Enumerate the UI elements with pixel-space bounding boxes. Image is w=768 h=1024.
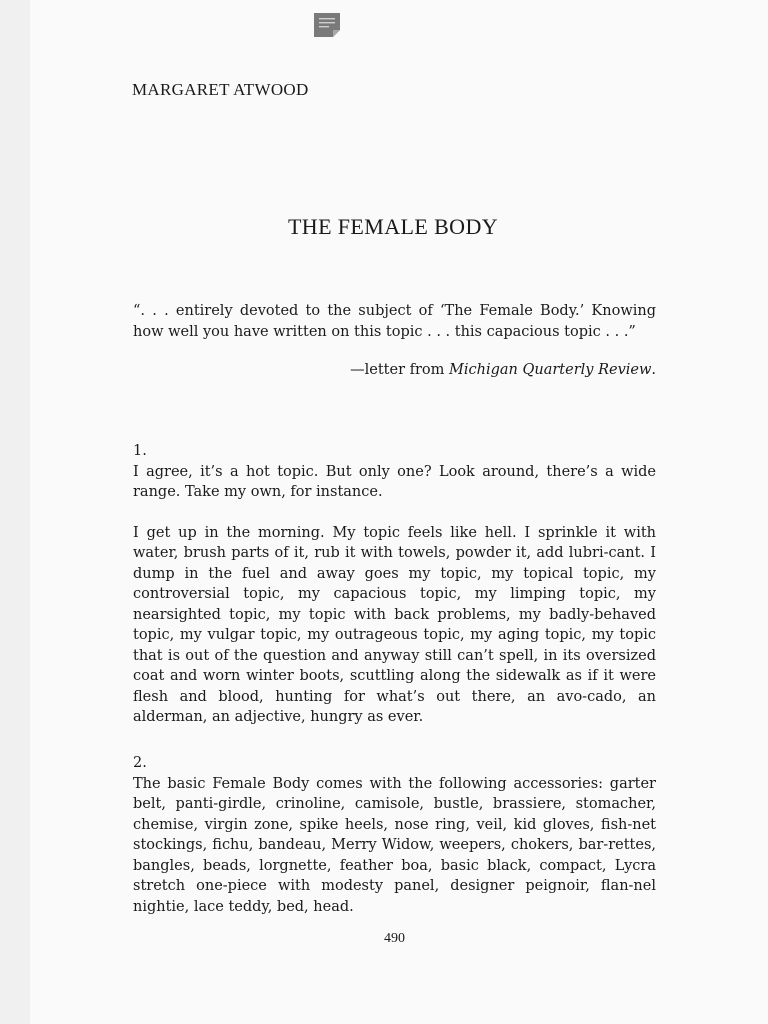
epigraph-attribution (133, 360, 656, 381)
section-number: 1. (133, 443, 147, 459)
journal-name: Michigan Quarterly Review (449, 362, 652, 378)
epigraph-text: “. . . entirely devoted to the subject of ‘The Female Body.’ Knowing how well you have written on this topic . . . this capacious topic . . .” (133, 303, 656, 340)
section-1 (133, 441, 656, 728)
author-name: MARGARET ATWOOD (132, 80, 309, 99)
essay-title: THE FEMALE BODY (287, 214, 499, 239)
paragraph: The basic Female Body comes with the following accessories: garter belt, panti-girdle, crinoline, camisole, bustle, brassiere, stomacher, chemise, virgin zone, spike heels, nose ring, veil, kid gloves, fish-net stockings, fichu, bandeau, Merry Widow, weepers, chokers, bar-rettes, bangles, beads, lorgnette, feather boa, basic black, compact, Lycra stretch one-piece with modesty panel, designer peignoir, flan-nel nightie, lace teddy, bed, head. (133, 775, 656, 915)
epigraph-quote (133, 301, 656, 342)
page-number: 490 (384, 931, 405, 946)
section-number: 2. (133, 755, 147, 771)
attribution-suffix: . (651, 362, 656, 378)
section-2 (133, 753, 656, 917)
paragraph: I agree, it’s a hot topic. But only one? Look around, there’s a wide range. Take my own, for instance. (133, 463, 656, 500)
paragraph: I get up in the morning. My topic feels like hell. I sprinkle it with water, brush parts of it, rub it with towels, powder it, add lubri-cant. I dump in the fuel and away goes my topic, my topical topic, my controversial topic, my capacious topic, my limping topic, my nearsighted topic, my topic with back problems, my badly-behaved topic, my vulgar topic, my outrageous topic, my aging topic, my topic that is out of the question and anyway still can’t spell, in its oversized coat and worn winter boots, scuttling along the sidewalk as if it were flesh and blood, hunting for what’s out there, an avo-cado, an alderman, an adjective, hungry as ever. (133, 524, 656, 725)
attribution-prefix: —letter from (350, 362, 445, 378)
note-icon[interactable] (314, 13, 340, 37)
